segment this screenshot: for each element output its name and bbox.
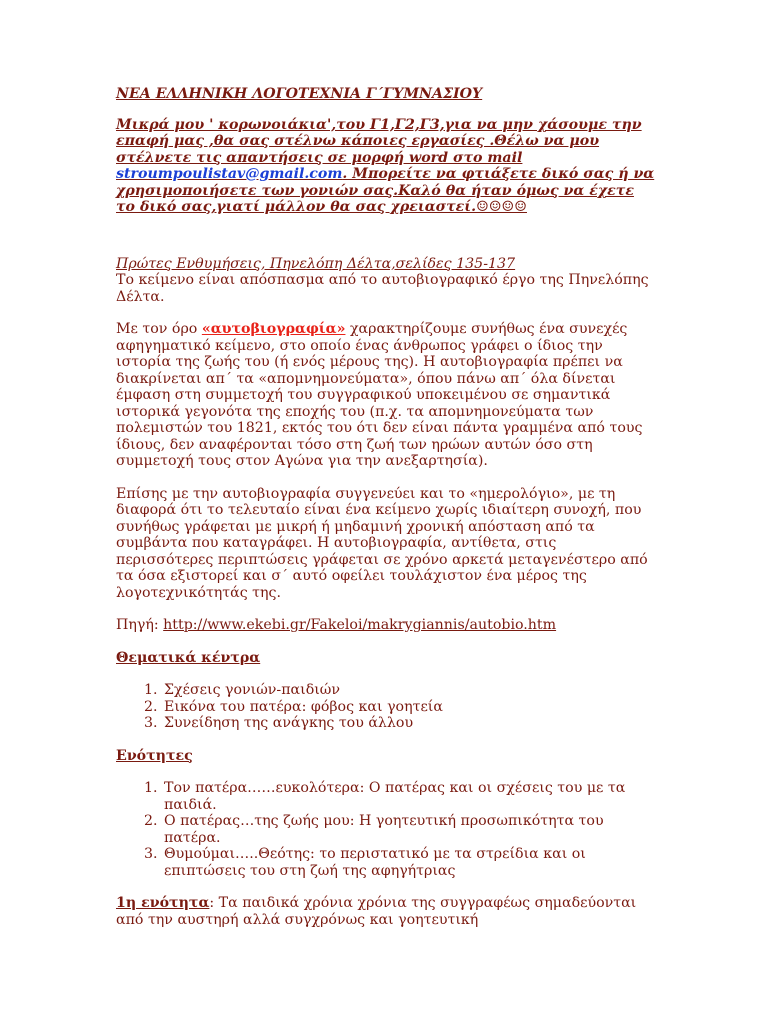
diary-comparison-paragraph: Επίσης με την αυτοβιογραφία συγγενεύει και το «ημερολόγιο», με τη διαφορά ότι το τελευταίο είναι ένα κείμενο χωρίς ιδιαίτερη συνοχή, που συνήθως γράφεται με μικρή ή μηδαμινή χρονική απόσταση από τα συμβάντα που καταγράφει. Η αυτοβιογραφία, αντίθετα, στις περισσότερες περιπτώσεις γράφεται σε χρόνο αρκετά μεταγενέστερο από τα όσα εξιστορεί και σ΄ αυτό οφείλει τουλάχιστον ένα μέρος της λογοτεχνικότητάς της. <box>116 485 648 601</box>
autobiography-term: «αυτοβιογραφία» <box>201 321 346 337</box>
units-list <box>116 780 656 879</box>
unit1-paragraph <box>116 895 656 928</box>
work-description: Το κείμενο είναι απόσπασμα από το αυτοβιογραφικό έργο της Πηνελόπης Δέλτα. <box>116 272 649 305</box>
list-item: 3. Θυμούμαι…..Θεότης: το περιστατικό με τα στρείδια και οι επιπτώσεις του στη ζωή της αφηγήτριας <box>162 846 656 879</box>
source-line <box>116 617 656 634</box>
work-title: Πρώτες Ενθυμήσεις, Πηνελόπη Δέλτα,σελίδες 135-137 <box>116 255 516 272</box>
themes-heading: Θεματικά κέντρα <box>116 649 261 666</box>
email-link[interactable]: stroumpoulistav@gmail.com <box>116 166 343 182</box>
intro-text-end: . Μπορείτε να φτιάξετε δικό σας ή να χρησιμοποιήσετε των γονιών σας.Καλό θα ήταν όμως να έχετε το δικό σας,γιατί μάλλον θα σας χρειαστεί.☺☺☺☺ <box>116 166 655 215</box>
intro-text-start: Μικρά μου ' κορωνοιάκια',του Γ1,Γ2,Γ3,για να μην χάσουμε την επαφή μας ,θα σας στέλνω κάποιες εργασίες .Θέλω να μου στέλνετε τις απαντήσεις σε μορφή word στο mail <box>116 116 642 166</box>
themes-list <box>116 682 656 732</box>
document-title: ΝΕΑ ΕΛΛΗΝΙΚΗ ΛΟΓΟΤΕΧΝΙΑ Γ΄ΓΥΜΝΑΣΙΟΥ <box>116 86 483 102</box>
paragraph-rest: χαρακτηρίζουμε συνήθως ένα συνεχές αφηγηματικό κείμενο, στο οποίο ένας άνθρωπος γράφει ο ίδιος την ιστορία της ζωής του (ή ενός μέρους της). Η αυτοβιογραφία πρέπει να διακρίνεται απ΄ τα «απομνημονεύματα», όπου πάνω απ΄ όλα δίνεται έμφαση στη συμμετοχή του συγγραφικού υποκειμένου σε σημαντικά ιστορικά γεγονότα της εποχής του (π.χ. τα απομνημονεύματα των πολεμιστών του 1821, εκτός του ότι δεν είναι πάντα γραμμένα από τους ίδιους, δεν αναφέρονται τόσο στη ζωή των ηρώων αυτών όσο στη συμμετοχή τους στον Αγώνα για την ανεξαρτησία). <box>116 321 643 469</box>
unit1-text: : Τα παιδικά χρόνια χρόνια της συγγραφέως σημαδεύονται από την αυστηρή αλλά συγχρόνως και γοητευτική <box>116 895 637 928</box>
source-label: Πηγή: <box>116 617 164 633</box>
units-heading: Ενότητες <box>116 747 193 764</box>
list-item: 2. Εικόνα του πατέρα: φόβος και γοητεία <box>162 699 656 716</box>
source-link[interactable]: http://www.ekebi.gr/Fakeloi/makrygiannis/autobio.htm <box>163 617 557 633</box>
list-item: 1. Τον πατέρα……ευκολότερα: Ο πατέρας και οι σχέσεις του με τα παιδιά. <box>162 780 656 813</box>
list-item: 2. Ο πατέρας…της ζωής μου: Η γοητευτική προσωπικότητα του πατέρα. <box>162 813 656 846</box>
list-item: 3. Συνείδηση της ανάγκης του άλλου <box>162 715 656 732</box>
paragraph-lead: Με τον όρο <box>116 321 202 337</box>
autobiography-definition-paragraph <box>116 321 656 470</box>
document-page <box>116 86 656 928</box>
intro-message <box>116 117 656 216</box>
unit1-label: 1η ενότητα <box>116 895 210 911</box>
list-item: 1. Σχέσεις γονιών-παιδιών <box>162 682 656 699</box>
